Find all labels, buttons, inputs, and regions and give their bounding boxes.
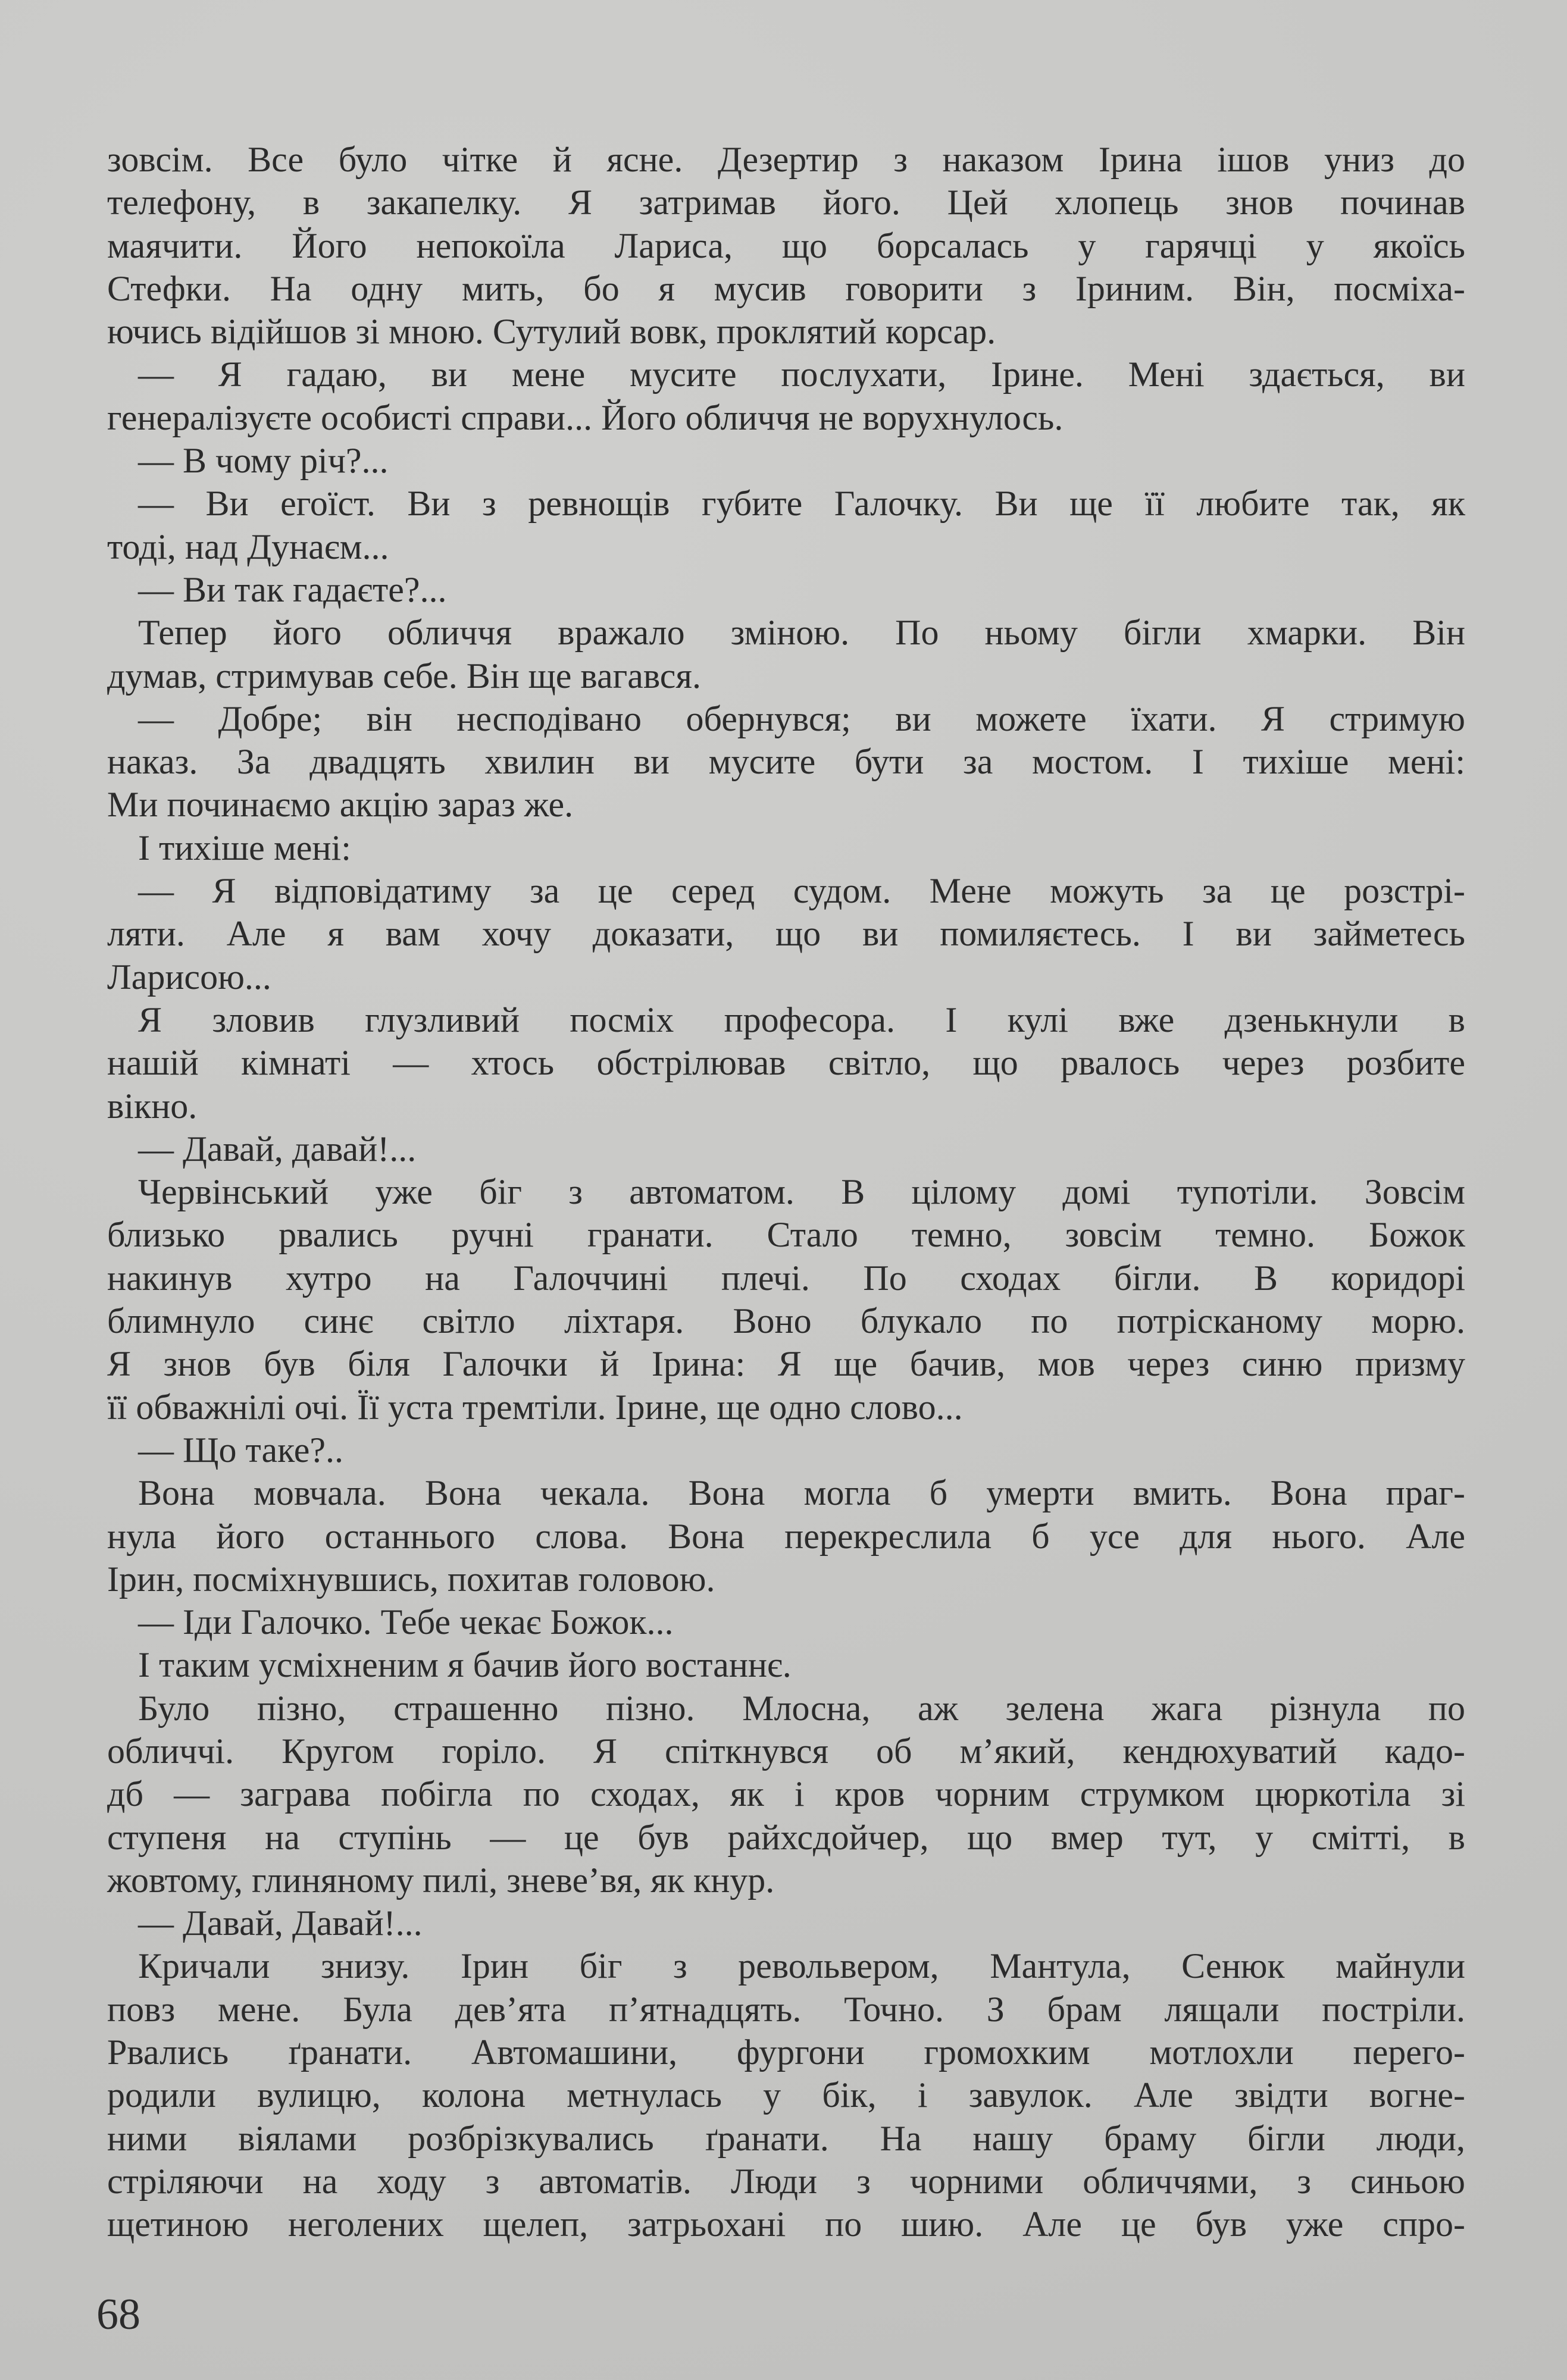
text-line: Рвались ґранати. Автомашини, фургони громохким мотлохли перего- bbox=[107, 2033, 1465, 2072]
text-line: жовтому, глиняному пилі, зневе’вя, як кнур. bbox=[107, 1860, 775, 1900]
text-line: маячити. Його непокоїла Лариса, що борсалась у гарячці у якоїсь bbox=[107, 226, 1465, 265]
text-line: зовсім. Все було чітке й ясне. Дезертир з наказом Ірина ішов униз до bbox=[107, 140, 1465, 179]
text-line: Вона мовчала. Вона чекала. Вона могла б умерти вмить. Вона праг- bbox=[138, 1473, 1465, 1513]
text-line: родили вулицю, колона метнулась у бік, і завулок. Але звідти вогне- bbox=[107, 2075, 1465, 2115]
text-line: ступеня на ступінь — це був райхсдойчер, що вмер тут, у смітті, в bbox=[107, 1817, 1465, 1857]
text-line: — Ви егоїст. Ви з ревнощів губите Галочку. Ви ще її любите так, як bbox=[138, 484, 1465, 524]
text-line: Ларисою... bbox=[107, 957, 271, 997]
text-line: — Добре; він несподівано обернувся; ви можете їхати. Я стримую bbox=[138, 699, 1465, 738]
text-line: Я зловив глузливий посміх професора. І кулі вже дзенькнули в bbox=[138, 1000, 1465, 1039]
text-line: телефону, в закапелку. Я затримав його. Цей хлопець знов починав bbox=[107, 183, 1465, 223]
text-line: обличчі. Кругом горіло. Я спіткнувся об м’який, кендюхуватий кадо- bbox=[107, 1731, 1465, 1771]
text-line: Тепер його обличчя вражало зміною. По ньому бігли хмарки. Він bbox=[138, 613, 1465, 653]
text-line: Було пізно, страшенно пізно. Млосна, аж зелена жага різнула по bbox=[138, 1688, 1465, 1728]
text-line: повз мене. Була дев’ята п’ятнадцять. Точно. З брам лящали постріли. bbox=[107, 1989, 1465, 2029]
text-line: — Що таке?.. bbox=[138, 1430, 344, 1470]
text-line: — Я відповідатиму за це серед судом. Мене можуть за це розстрі- bbox=[138, 871, 1465, 911]
text-line: Я знов був біля Галочки й Ірина: Я ще бачив, мов через синю призму bbox=[107, 1344, 1465, 1384]
text-line: вікно. bbox=[107, 1086, 198, 1126]
text-line: — Ви так гадаєте?... bbox=[138, 569, 447, 609]
page-number: 68 bbox=[96, 2290, 140, 2339]
text-line: ючись відійшов зі мною. Сутулий вовк, проклятий корсар. bbox=[107, 312, 996, 352]
page-body-text bbox=[107, 138, 1465, 2246]
text-line: стріляючи на ходу з автоматів. Люди з чорними обличчями, з синьою bbox=[107, 2161, 1465, 2201]
text-line: щетиною неголених щелеп, затрьохані по шию. Але це був уже спро- bbox=[107, 2204, 1465, 2244]
text-line: генералізуєте особисті справи... Його обличчя не ворухнулось. bbox=[107, 397, 1064, 437]
text-line: Стефки. На одну мить, бо я мусив говорити з Іриним. Він, посміха- bbox=[107, 268, 1465, 308]
text-line: Кричали знизу. Ірин біг з револьвером, Мантула, Сенюк майнули bbox=[138, 1946, 1465, 1986]
text-line: Червінський уже біг з автоматом. В цілому домі тупотіли. Зовсім bbox=[138, 1172, 1465, 1212]
text-line: Ірин, посміхнувшись, похитав головою. bbox=[107, 1559, 715, 1599]
text-line: Ми починаємо акцію зараз же. bbox=[107, 785, 574, 825]
text-line: тоді, над Дунаєм... bbox=[107, 527, 389, 566]
text-line: нула його останнього слова. Вона перекреслила б усе для нього. Але bbox=[107, 1516, 1465, 1556]
text-line: — Я гадаю, ви мене мусите послухати, Ірине. Мені здається, ви bbox=[138, 355, 1465, 394]
text-line: — В чому річ?... bbox=[138, 441, 389, 481]
text-line: думав, стримував себе. Він ще вагався. bbox=[107, 656, 702, 696]
text-line: І таким усміхненим я бачив його востаннє. bbox=[138, 1645, 792, 1685]
text-line: нашій кімнаті — хтось обстрілював світло, що рвалось через розбите bbox=[107, 1043, 1465, 1083]
text-line: накинув хутро на Галоччині плечі. По сходах бігли. В коридорі bbox=[107, 1258, 1465, 1298]
text-line: блимнуло синє світло ліхтаря. Воно блукало по потрісканому морю. bbox=[107, 1301, 1465, 1341]
text-line: І тихіше мені: bbox=[138, 828, 351, 868]
text-line: ляти. Але я вам хочу доказати, що ви помиляєтесь. І ви займетесь bbox=[107, 914, 1465, 954]
text-line: — Іди Галочко. Тебе чекає Божок... bbox=[138, 1602, 674, 1642]
text-line: — Давай, Давай!... bbox=[138, 1903, 423, 1943]
text-line: дб — заграва побігла по сходах, як і кров чорним струмком цюркотіла зі bbox=[107, 1774, 1465, 1814]
text-line: близько рвались ручні гранати. Стало темно, зовсім темно. Божок bbox=[107, 1215, 1465, 1255]
text-line: ними віялами розбрізкувались ґранати. На нашу браму бігли люди, bbox=[107, 2118, 1465, 2158]
text-line: її обважнілі очі. Її уста тремтіли. Ірине, ще одно слово... bbox=[107, 1387, 963, 1427]
text-line: наказ. За двадцять хвилин ви мусите бути за мостом. І тихіше мені: bbox=[107, 742, 1465, 782]
text-line: — Давай, давай!... bbox=[138, 1129, 417, 1169]
